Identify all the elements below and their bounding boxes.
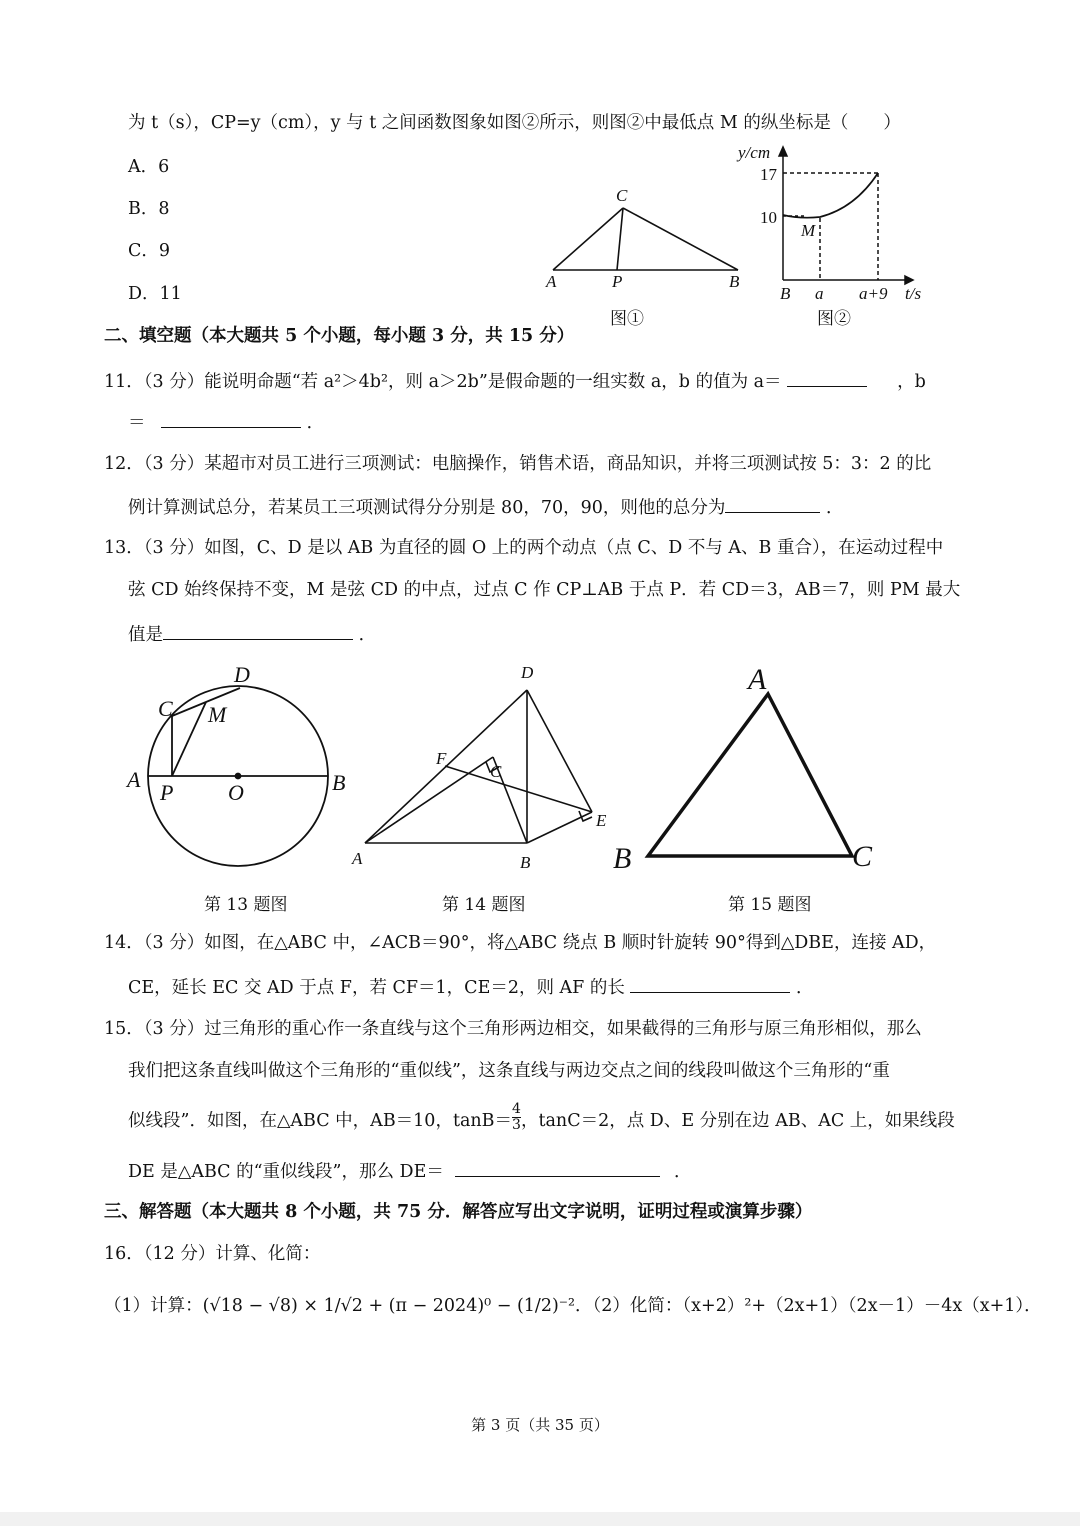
fig2-label-b: B [780, 284, 791, 303]
figure-2-graph [779, 147, 913, 284]
q11-line2: ＝ ． [128, 409, 324, 435]
fig13-label-d: D [234, 662, 250, 687]
q12-line2: 例计算测试总分，若某员工三项测试得分分别是 80，70，90，则他的总分为 ． [128, 494, 843, 520]
q12-answer-blank [725, 494, 820, 513]
fig14-label-b: B [520, 853, 531, 872]
q13-line2: 弦 CD 始终保持不变，M 是弦 CD 的中点，过点 C 作 CP⊥AB 于点 P．若 CD＝3，AB＝7，则 PM 最大 [128, 580, 961, 600]
fig2-tick-10: 10 [760, 208, 777, 227]
figure-13-circle [148, 686, 328, 866]
figure-14-rotation [365, 690, 592, 843]
fig13-label-o: O [228, 780, 244, 805]
q10-stem: 为 t（s），CP=y（cm），y 与 t 之间函数图象如图②所示，则图②中最低点 M 的纵坐标是（ ） [128, 113, 901, 133]
q14-line1: 14．（3 分）如图，在△ABC 中，∠ACB＝90°，将△ABC 绕点 B 顺时针旋转 90°得到△DBE，连接 AD， [104, 933, 937, 953]
q14-line2: CE，延长 EC 交 AD 于点 F，若 CF＝1，CE＝2，则 AF 的长 ． [128, 974, 814, 1000]
fig13-caption: 第 13 题图 [204, 895, 288, 915]
q10-option-d: D．11 [128, 284, 182, 304]
fig1-label-a: A [546, 272, 557, 291]
fig1-label-c: C [616, 186, 628, 205]
fig2-label-m: M [801, 221, 816, 240]
q15-line4: DE 是△ABC 的“重似线段”，那么 DE＝ ． [128, 1158, 692, 1184]
page-bottom-edge [0, 1512, 1080, 1526]
fig13-label-a: A [127, 767, 141, 792]
q15-answer-blank [455, 1158, 660, 1177]
page-footer: 第 3 页（共 35 页） [471, 1416, 609, 1434]
q11-answer-a-blank [787, 368, 867, 387]
q10-option-c: C．9 [128, 241, 171, 261]
q14-answer-blank [630, 974, 790, 993]
fraction-4-3: $\frac{4}{3}$ [512, 1101, 521, 1133]
fig2-caption: 图② [817, 309, 851, 328]
fig14-label-e: E [596, 811, 607, 830]
fig14-label-d: D [521, 663, 534, 682]
figure-15-triangle [648, 694, 852, 856]
section-2-heading: 二、填空题（本大题共 5 个小题，每小题 3 分，共 15 分） [104, 326, 575, 346]
figure-1-triangle [553, 208, 738, 270]
fig14-label-a: A [352, 849, 363, 868]
q11-line1: 11．（3 分）能说明命题“若 a²＞4b²，则 a＞2b”是假命题的一组实数 a，b 的值为 a＝ ，b [104, 368, 926, 394]
fig15-caption: 第 15 题图 [728, 895, 812, 915]
fig1-label-p: P [612, 272, 623, 291]
q13-line3: 值是 ． [128, 621, 376, 647]
fig1-caption: 图① [610, 309, 644, 328]
fig13-label-b: B [332, 770, 346, 795]
fig15-label-a: A [748, 663, 767, 696]
q15-line1: 15．（3 分）过三角形的重心作一条直线与这个三角形两边相交，如果截得的三角形与原三角形相似，那么 [104, 1019, 922, 1039]
fig13-label-c: C [158, 696, 173, 721]
q16-line1: 16．（12 分）计算、化简： [104, 1244, 321, 1264]
q13-answer-blank [163, 621, 353, 640]
q16-line2: （1）计算：(√18 − √8) × 1/√2 + (π − 2024)⁰ − (1/2)⁻²．（2）化简：（x+2）²+（2x+1）（2x－1）－4x（x+1）． [104, 1296, 1042, 1316]
fig13-label-p: P [160, 780, 174, 805]
fig14-caption: 第 14 题图 [442, 895, 526, 915]
q11-answer-b-blank [161, 409, 301, 428]
fig14-label-f: F [436, 749, 447, 768]
fig2-ylabel: y/cm [738, 143, 771, 162]
q12-line1: 12．（3 分）某超市对员工进行三项测试：电脑操作，销售术语，商品知识，并将三项测试按 5：3：2 的比 [104, 454, 932, 474]
fig2-tick-a: a [815, 284, 824, 303]
q10-option-b: B．8 [128, 199, 170, 219]
q10-option-a: A．6 [128, 157, 170, 177]
fig13-label-m: M [208, 702, 227, 727]
fig15-label-c: C [852, 840, 873, 873]
fig15-label-b: B [613, 842, 632, 875]
fig14-label-c: C [490, 762, 502, 781]
fig2-xlabel: t/s [905, 284, 922, 303]
section-3-heading: 三、解答题（本大题共 8 个小题，共 75 分．解答应写出文字说明，证明过程或演算步骤） [104, 1202, 813, 1222]
fig2-tick-a9: a+9 [859, 284, 888, 303]
q13-line1: 13．（3 分）如图，C、D 是以 AB 为直径的圆 O 上的两个动点（点 C、D 不与 A、B 重合），在运动过程中 [104, 538, 944, 558]
fig1-label-b: B [729, 272, 740, 291]
fig2-tick-17: 17 [760, 165, 777, 184]
q15-line3: 似线段”．如图，在△ABC 中，AB＝10，tanB＝ $\frac{4}{3}$ ，tanC＝2，点 D、E 分别在边 AB、AC 上，如果线段 [128, 1101, 955, 1133]
q15-line2: 我们把这条直线叫做这个三角形的“重似线”，这条直线与两边交点之间的线段叫做这个三角形的“重 [128, 1061, 890, 1081]
